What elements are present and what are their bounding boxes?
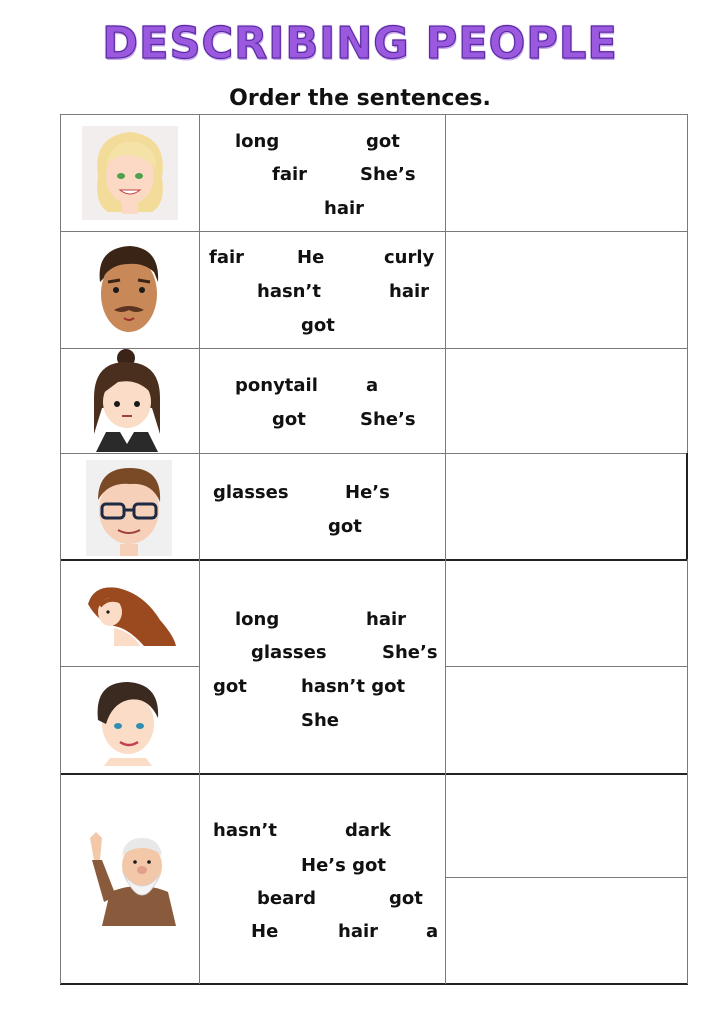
word-chip[interactable]: hair — [366, 609, 407, 630]
answer-cell-2[interactable] — [446, 232, 686, 348]
word-chip[interactable]: got — [213, 676, 247, 697]
answer-cell-6b[interactable] — [446, 878, 686, 982]
word-chip[interactable]: fair — [209, 247, 245, 268]
blonde-girl-picture — [82, 126, 178, 220]
word-chip[interactable]: She’s — [360, 164, 416, 185]
word-chip[interactable]: hasn’t — [213, 820, 277, 841]
word-chip[interactable]: glasses — [213, 482, 289, 503]
word-chip[interactable]: He’s got — [301, 855, 386, 876]
short-haired-girl-picture — [88, 676, 164, 766]
answer-cell-4[interactable] — [446, 454, 686, 559]
word-chip[interactable]: He’s — [345, 482, 390, 503]
long-haired-woman-picture — [84, 584, 178, 650]
word-chip[interactable]: glasses — [251, 642, 327, 663]
instruction: Order the sentences. — [229, 86, 491, 111]
word-chip[interactable]: beard — [257, 888, 317, 909]
answer-cell-5a[interactable] — [446, 561, 686, 666]
word-chip[interactable]: a — [366, 375, 379, 396]
answer-cell-5b[interactable] — [446, 667, 686, 772]
word-chip[interactable]: hair — [338, 921, 379, 942]
word-chip[interactable]: He — [297, 247, 325, 268]
word-chip[interactable]: a — [426, 921, 439, 942]
word-chip[interactable]: got — [272, 409, 306, 430]
word-chip[interactable]: curly — [384, 247, 435, 268]
word-chip[interactable]: She’s — [382, 642, 438, 663]
answer-cell-1[interactable] — [446, 115, 686, 231]
word-chip[interactable]: got — [301, 315, 335, 336]
boy-with-glasses-picture — [86, 460, 172, 556]
word-chip[interactable]: She’s — [360, 409, 416, 430]
word-chip[interactable]: He — [251, 921, 279, 942]
word-chip[interactable]: hair — [389, 281, 430, 302]
word-chip[interactable]: ponytail — [235, 375, 318, 396]
worksheet-title: DESCRIBING PEOPLE — [102, 18, 618, 69]
answer-cell-6a[interactable] — [446, 775, 686, 877]
girl-with-ponytail-picture — [88, 348, 166, 452]
word-chip[interactable]: hasn’t — [257, 281, 321, 302]
word-chip[interactable]: got — [366, 131, 400, 152]
old-man-with-beard-picture — [80, 830, 180, 928]
word-chip[interactable]: hair — [324, 198, 365, 219]
word-chip[interactable]: long — [235, 131, 280, 152]
answer-cell-3[interactable] — [446, 349, 686, 453]
word-chip[interactable]: hasn’t got — [301, 676, 406, 697]
word-chip[interactable]: got — [328, 516, 362, 537]
word-chip[interactable]: She — [301, 710, 339, 731]
word-chip[interactable]: long — [235, 609, 280, 630]
word-chip[interactable]: dark — [345, 820, 391, 841]
word-chip[interactable]: fair — [272, 164, 308, 185]
word-chip[interactable]: got — [389, 888, 423, 909]
man-with-moustache-picture — [94, 242, 164, 336]
